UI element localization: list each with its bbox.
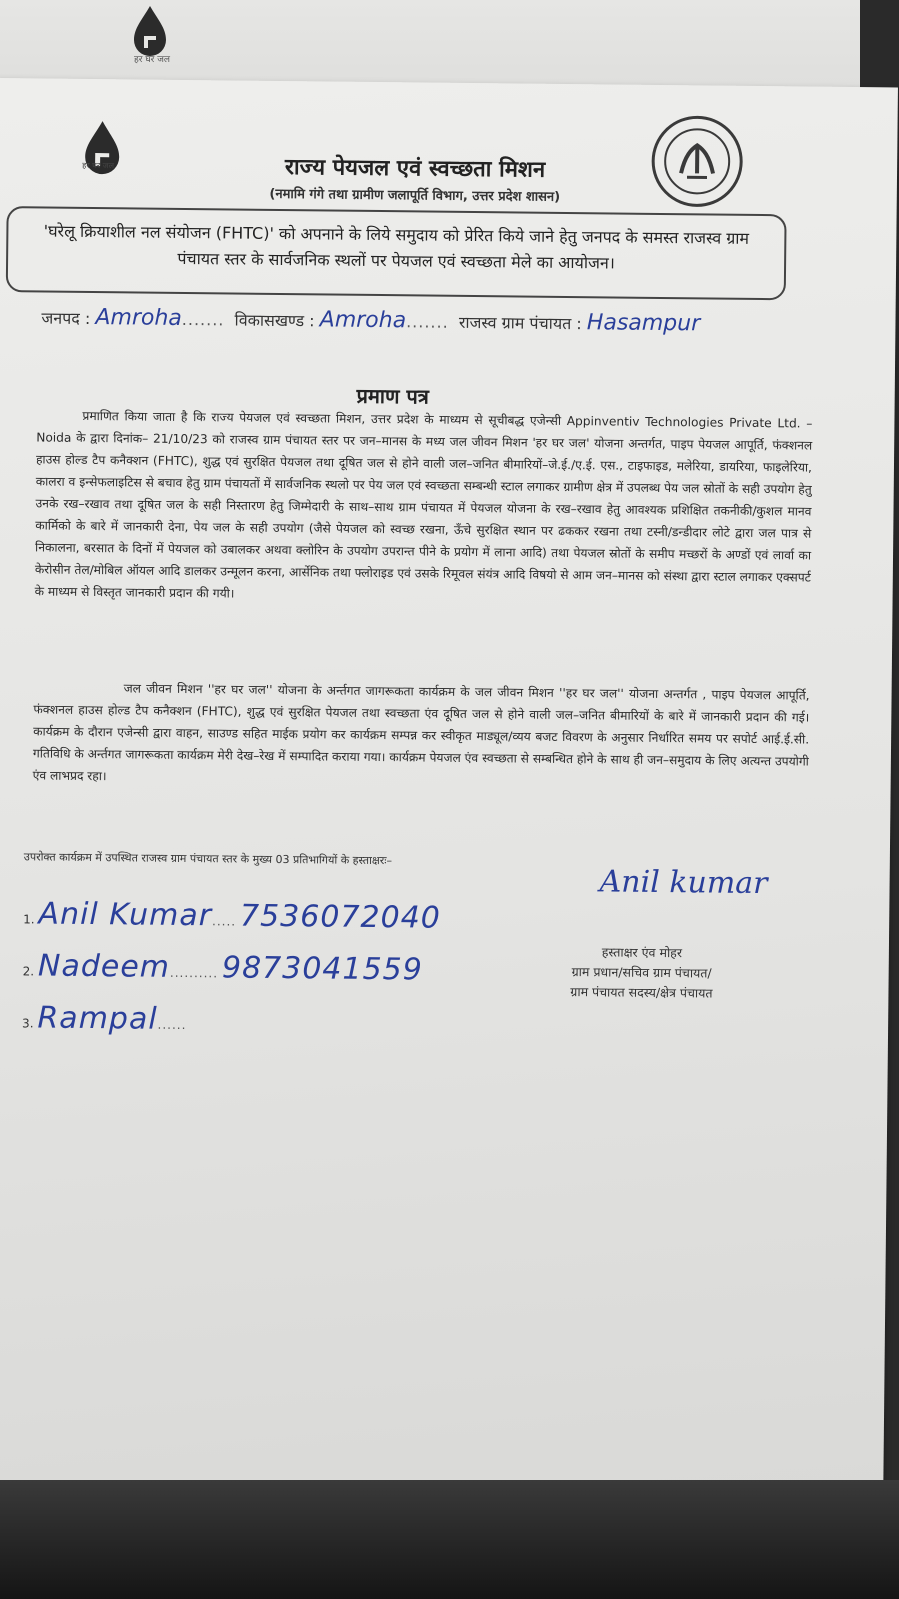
up-government-seal — [651, 115, 744, 208]
certificate-title: प्रमाण पत्र — [356, 383, 429, 409]
gp-value: Hasampur — [586, 310, 701, 337]
participant-2-dots: .......... — [169, 965, 219, 981]
certificate-page — [0, 78, 898, 1547]
block-label: विकासखण्ड : — [234, 310, 315, 331]
participant-3 — [22, 1000, 187, 1037]
block-value: Amroha — [319, 307, 407, 334]
participant-1-phone: 7536072040 — [239, 898, 442, 936]
har-ghar-jal-logo — [67, 119, 138, 190]
participant-3-num: 3. — [22, 1016, 34, 1031]
participant-2-phone: 9873041559 — [221, 950, 424, 988]
officer-line-1: हस्ताक्षर एंव मोहर — [601, 944, 683, 961]
participant-2-name: Nadeem — [37, 948, 171, 985]
location-line — [41, 304, 801, 337]
back-logo-text: हर घर जल — [134, 55, 170, 65]
officer-line-3: ग्राम पंचायत सदस्य/क्षेत्र पंचायत — [570, 984, 713, 1001]
certificate-paragraph-1: प्रमाणित किया जाता है कि राज्य पेयजल एवं स्वच्छता मिशन, उत्तर प्रदेश के माध्यम से सूचीबद्ध एजेन्सी Appinventiv Technologies Private Ltd. – Noida के द्वारा दिनांक– 21/10/23 को राजस्व ग्राम पंचायत स्तर पर जन–मानस के मध्य जल जीवन मिशन 'हर घर जल' योजना अन्तर्गत, पाइप पेयजल आपूर्ति, फंक्शनल हाउस होल्ड टैप कनैक्शन (FHTC), शुद्ध एवं सुरक्षित पेयजल तथा दूषित जल से होने वाली जल–जनित बीमारियों–जे.ई./ए.ई. एस., टाइफाइड, मलेरिया, डायरिया, फाइलेरिया, कालरा व इन्सेफलाइटिस से बचाव हेतु ग्राम पंचायतों में सार्वजनिक स्थलो पर पेय जल एवं स्वच्छता सम्बन्धी स्टाल लगाकर ग्रामीण क्षेत्र में उपलब्ध पेय जल स्रोतों के सही उपयोग हेतु उनके रख–रखाव तथा दूषित जल के सही निस्तारण हेतु जिम्मेदारी के साथ–साथ ग्राम पंचायत में पेयजल योजना के रख–रखाव हेतु आवश्यक प्रशिक्षित तकनीकी/कुशल मानव कार्मिको के बारे में जानकारी देना, पेय जल के सही उपयोग (जैसे पेयजल को स्वच्छ रखना, ऊँचे सुरक्षित स्थान पर ढककर रखना तथा टस्नी/डन्डीदार लोटे द्वारा जल पात्र से निकालना, बरसात के दिनों में पेयजल को उबालकर अथवा क्लोरिन के उपयोग उपरान्त पीने के प्रयोग में लाना आदि) तथा पेयजल स्रोतों के समीप मच्छरों के अण्डों एवं लार्वा का केरोसीन तेल/मोबिल ऑयल आदि डालकर उन्मूलन करना, आर्सेनिक तथा फ्लोराइड एवं उसके रिमूवल संयंत्र आदि विषयो से आम जन–मानस को संस्था द्वारा स्टाल लगाकर एक्सपर्ट के माध्यम से विस्तृत जानकारी प्रदान की गयी। — [34, 408, 813, 601]
participant-1 — [23, 896, 441, 935]
gp-label: राजस्व ग्राम पंचायत : — [458, 312, 582, 334]
participant-2 — [23, 948, 424, 987]
participant-1-name: Anil Kumar — [38, 896, 213, 934]
participant-3-dots: ...... — [157, 1017, 187, 1033]
district-value: Amroha — [95, 305, 182, 331]
block-dots: ....... — [406, 312, 449, 332]
district-dots: ....... — [181, 309, 225, 330]
officer-line-2: ग्राम प्रधान/सचिव ग्राम पंचायत/ — [571, 964, 712, 981]
event-banner: 'घरेलू क्रियाशील नल संयोजन (FHTC)' को अपनाने के लिये समुदाय को प्रेरित किये जाने हेतु जनपद के समस्त राजस्व ग्राम पंचायत स्तर के सार्वजनिक स्थलों पर पेयजल एवं स्वच्छता मेले का आयोजन। — [6, 206, 787, 300]
participant-2-num: 2. — [22, 964, 35, 979]
officer-designation — [536, 942, 747, 1004]
mission-subtitle: (नमामि गंगे तथा ग्रामीण जलापूर्ति विभाग, उत्तर प्रदेश शासन) — [269, 186, 561, 205]
officer-signature: Anil kumar — [599, 864, 768, 902]
participant-3-name: Rampal — [37, 1000, 158, 1037]
dark-background — [0, 1480, 899, 1599]
district-label: जनपद : — [41, 308, 91, 329]
participant-1-num: 1. — [23, 912, 35, 927]
participant-1-dots: ..... — [211, 914, 237, 929]
certificate-paragraph-2: जल जीवन मिशन ''हर घर जल'' योजना के अर्न्तगत जागरूकता कार्यक्रम के जल जीवन मिशन ''हर घर जल'' योजना अन्तर्गत , पाइप पेयजल आपूर्ति, फंक्शनल हाउस होल्ड टैप कनैक्शन (FHTC), शुद्ध एवं सुरक्षित पेयजल तथा स्वच्छता एंव दूषित जल से होने वाली जल–जनित बीमारियों के बारे में जानकारी प्रदान की गई। कार्यक्रम के दौरान एजेन्सी द्वारा वाहन, साउण्ड सहित माईक प्रयोग कर कार्यक्रम सम्पन्न कर स्वीकृत माड्यूल/व्यय बजट विवरण के अनुसार निर्धारित समय पर सपोर्ट आई.ई.सी. गतिविधि के अर्न्तगत जागरूकता कार्यक्रम मेरी देख–रेख में सम्पादित कराया गया। कार्यक्रम पेयजल एंव स्वच्छता से सम्बन्धित होने के साथ ही जन–समुदाय के लिए अत्यन्त उपयोगी एंव लाभप्रद रहा। — [32, 681, 810, 784]
mission-title: राज्य पेयजल एवं स्वच्छता मिशन — [284, 155, 546, 183]
participants-heading: उपरोक्त कार्यक्रम में उपस्थित राजस्व ग्राम पंचायत स्तर के मुख्य 03 प्रतिभागियों के हस्ताक्षरः– — [23, 850, 393, 868]
logo-left-text: हर घर जल — [82, 160, 115, 171]
